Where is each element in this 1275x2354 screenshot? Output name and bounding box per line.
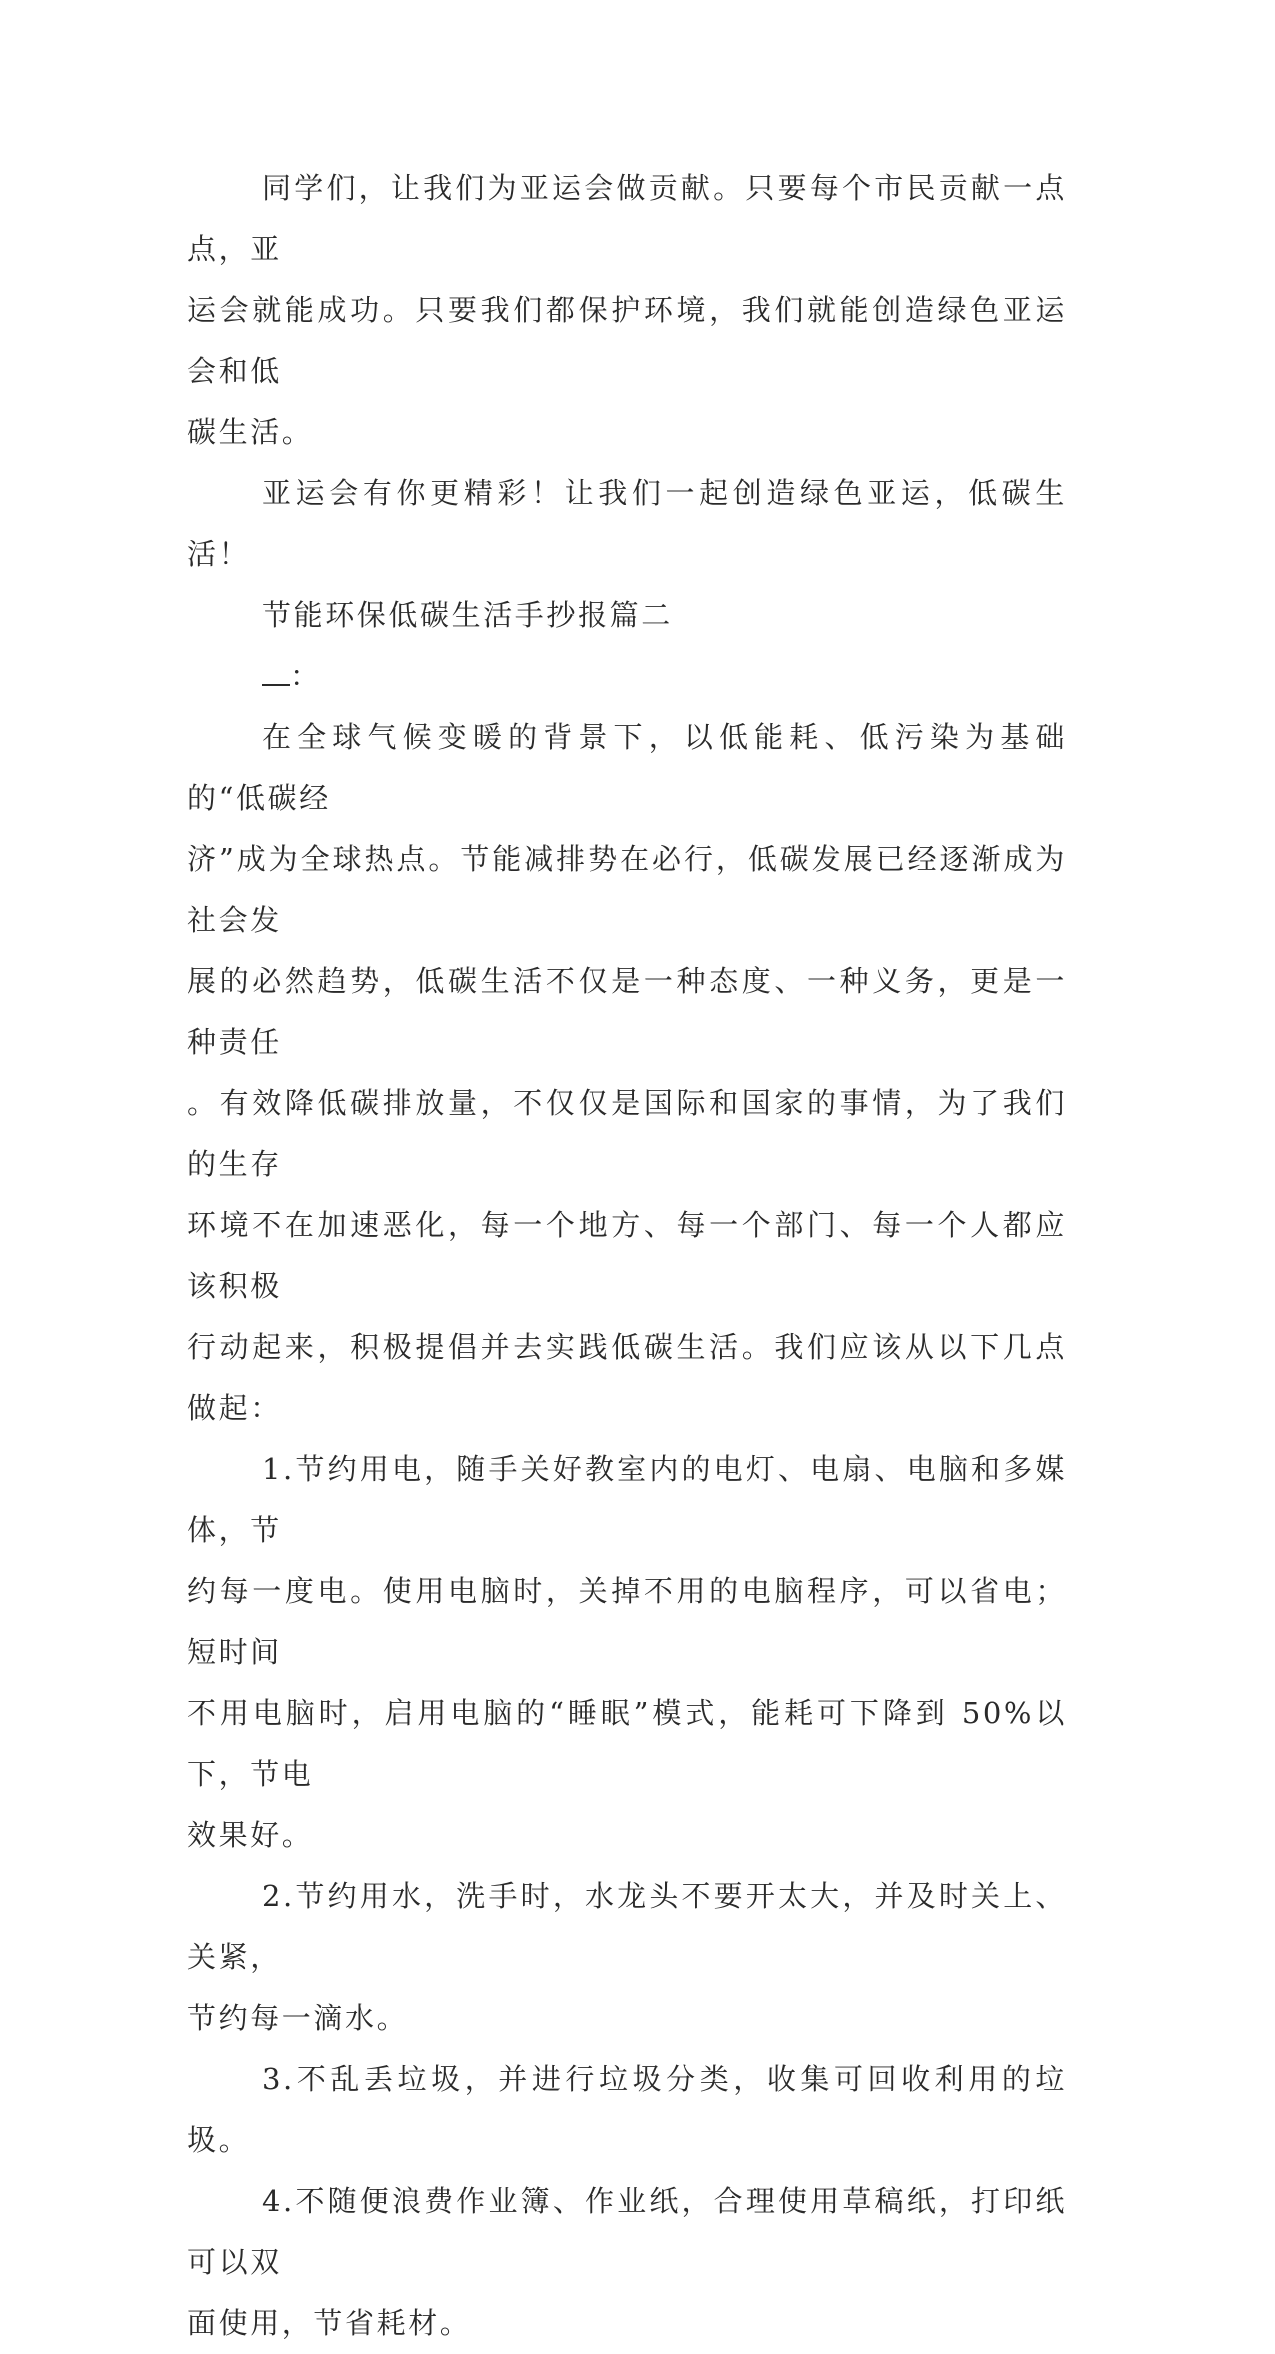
blank-label (187, 646, 1067, 707)
text-line: 环境不在加速恶化，每一个地方、每一个部门、每一个人都应该积极 (187, 1208, 1067, 1303)
paragraph-intro (187, 707, 1067, 1439)
document-body (187, 158, 1067, 2354)
text-line: 不用电脑时，启用电脑的“睡眠”模式，能耗可下降到 50%以下，节电 (187, 1696, 1067, 1791)
text-line: 济”成为全球热点。节能减排势在必行，低碳发展已经逐渐成为社会发 (187, 842, 1067, 937)
section-heading: 节能环保低碳生活手抄报篇二 (262, 598, 673, 632)
text-line: 约每一度电。使用电脑时，关掉不用的电脑程序，可以省电；短时间 (187, 1574, 1067, 1669)
blank-colon: ： (290, 659, 322, 693)
text-line: 运会就能成功。只要我们都保护环境，我们就能创造绿色亚运会和低 (187, 293, 1067, 388)
list-item-garbage: 3.不乱丢垃圾，并进行垃圾分类，收集可回收利用的垃圾。 (187, 2062, 1067, 2157)
text-line: 2.节约用水，洗手时，水龙头不要开太大，并及时关上、关紧， (187, 1879, 1067, 1974)
text-line: 。有效降低碳排放量，不仅仅是国际和国家的事情，为了我们的生存 (187, 1086, 1067, 1181)
list-item-water (187, 1866, 1067, 2049)
paragraph-slogan: 亚运会有你更精彩！让我们一起创造绿色亚运，低碳生活！ (187, 476, 1067, 571)
text-line: 展的必然趋势，低碳生活不仅是一种态度、一种义务，更是一种责任 (187, 964, 1067, 1059)
text-line: 行动起来，积极提倡并去实践低碳生活。我们应该从以下几点做起： (187, 1330, 1067, 1425)
text-line: 4.不随便浪费作业簿、作业纸，合理使用草稿纸，打印纸可以双 (187, 2184, 1067, 2279)
text-line: 同学们，让我们为亚运会做贡献。只要每个市民贡献一点点，亚 (187, 171, 1067, 266)
paragraph-appeal (187, 158, 1067, 463)
list-item-paper (187, 2171, 1067, 2354)
text-line: 节约每一滴水。 (187, 2001, 409, 2035)
text-line: 1.节约用电，随手关好教室内的电灯、电扇、电脑和多媒体，节 (187, 1452, 1067, 1547)
text-line: 在全球气候变暖的背景下，以低能耗、低污染为基础的“低碳经 (187, 720, 1067, 815)
blank-underline (262, 654, 290, 686)
text-line: 面使用，节省耗材。 (187, 2306, 472, 2340)
text-line: 碳生活。 (187, 415, 314, 449)
list-item-electricity (187, 1439, 1067, 1866)
text-line: 效果好。 (187, 1818, 314, 1852)
